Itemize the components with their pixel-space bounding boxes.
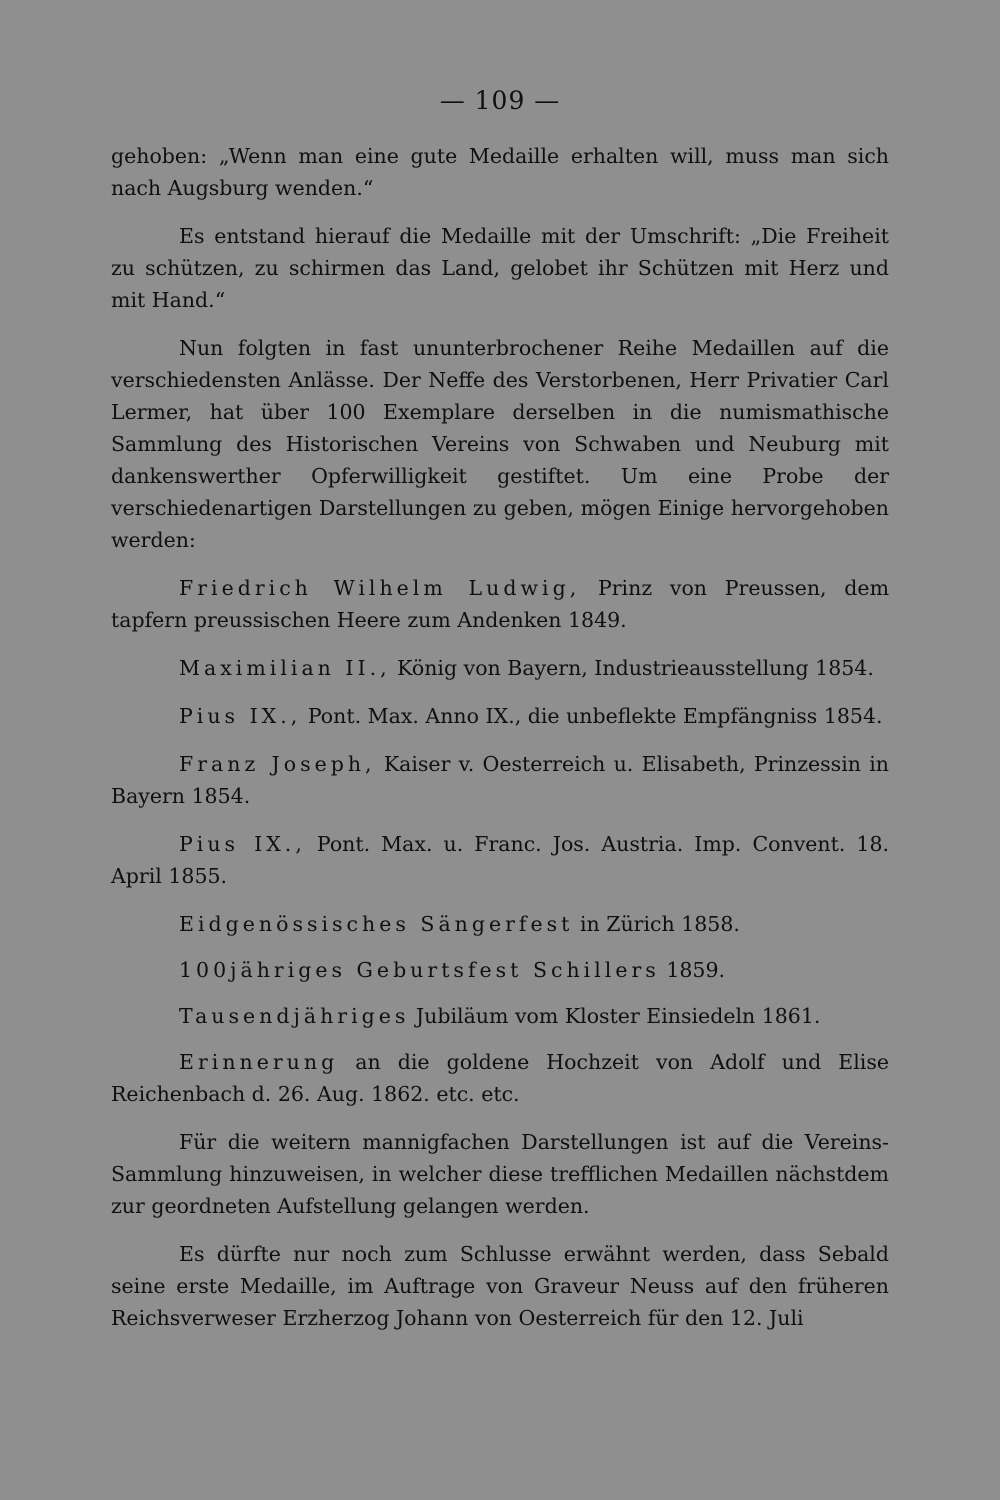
medal-name: Friedrich Wilhelm Ludwig,: [179, 576, 581, 600]
paragraph: Es entstand hierauf die Medaille mit der Umschrift: „Die Freiheit zu schützen, zu schirmen das Land, gelobet ihr Schützen mit Herz und mit Hand.“: [111, 224, 889, 312]
medal-entry: [111, 748, 889, 812]
medal-name: Pius IX.,: [179, 832, 306, 856]
medal-entry: [111, 954, 889, 986]
medal-description: Kaiser v. Oesterreich u. Elisabeth, Prinzessin in Bayern 1854.: [111, 752, 889, 808]
page-number: — 109 —: [439, 86, 561, 115]
paragraph: Nun folgten in fast ununterbrochener Reihe Medaillen auf die verschiedensten Anlässe. Der Neffe des Verstorbenen, Herr Privatier Carl Lermer, hat über 100 Exemplare derselben in die numismathische Sammlung des Historischen Vereins von Schwaben und Neuburg mit dankenswerther Opferwilligkeit gestiftet. Um eine Probe der verschiedenartigen Darstellungen zu geben, mögen Einige hervorgehoben werden:: [111, 336, 889, 552]
medal-name: Maximilian II.,: [179, 656, 391, 680]
medal-description: Pont. Max. Anno IX., die unbeflekte Empfängniss 1854.: [301, 704, 883, 728]
medal-entry: [111, 908, 889, 940]
medal-description: in Zürich 1858.: [573, 912, 740, 936]
paragraph: Für die weitern mannigfachen Darstellungen ist auf die Vereins-Sammlung hinzuweisen, in welcher diese trefflichen Medaillen nächstdem zur geordneten Aufstellung gelangen werden.: [111, 1130, 889, 1218]
medal-name: Franz Joseph,: [179, 752, 376, 776]
medal-description: König von Bayern, Industrieausstellung 1854.: [390, 656, 874, 680]
medal-name: Erinnerung: [179, 1050, 339, 1074]
page-body: [111, 140, 889, 1334]
medal-name: Tausendjähriges: [179, 1004, 410, 1028]
medal-entry: [111, 652, 889, 684]
medal-entry: [111, 1000, 889, 1032]
paragraph: Es dürfte nur noch zum Schlusse erwähnt werden, dass Sebald seine erste Medaille, im Auftrage von Graveur Neuss auf den früheren Reichsverweser Erzherzog Johann von Oesterreich für den 12. Juli: [111, 1242, 889, 1330]
medal-entry: [111, 700, 889, 732]
medal-description: Prinz von Preussen, dem tapfern preussischen Heere zum Andenken 1849.: [111, 576, 890, 632]
medal-entry: [111, 828, 889, 892]
medal-description: Pont. Max. u. Franc. Jos. Austria. Imp. Convent. 18. April 1855.: [111, 832, 889, 888]
medal-entry: [111, 1046, 889, 1110]
medal-entry: [111, 572, 889, 636]
medal-name: Eidgenössisches Sängerfest: [179, 912, 574, 936]
medal-description: Jubiläum vom Kloster Einsiedeln 1861.: [409, 1004, 821, 1028]
paragraph: gehoben: „Wenn man eine gute Medaille erhalten will, muss man sich nach Augsburg wenden.“: [111, 144, 889, 200]
medal-description: 1859.: [659, 958, 726, 982]
medal-description: an die goldene Hochzeit von Adolf und Elise Reichenbach d. 26. Aug. 1862. etc. etc.: [111, 1050, 889, 1106]
medal-name: Pius IX.,: [179, 704, 302, 728]
medal-name: 100jähriges Geburtsfest Schillers: [179, 958, 660, 982]
